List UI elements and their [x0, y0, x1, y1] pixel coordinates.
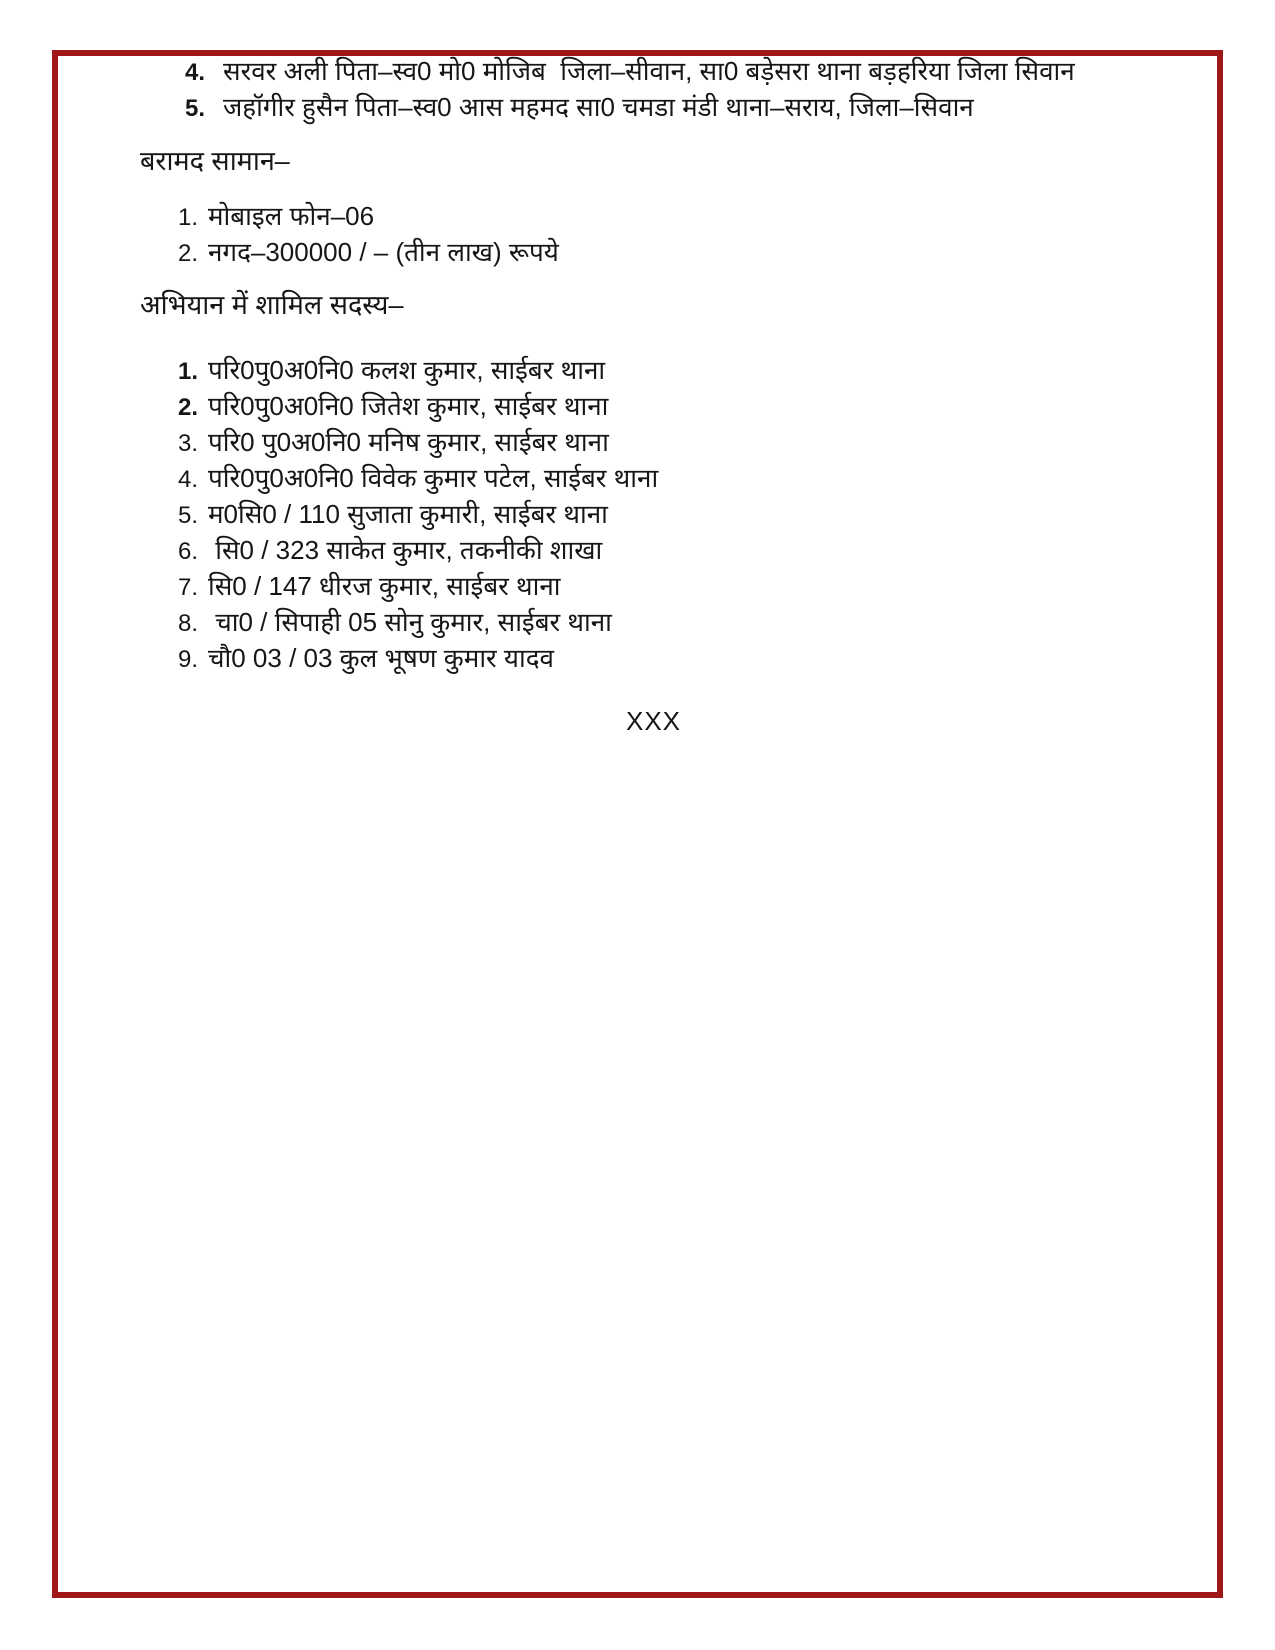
- team-members-heading: अभियान में शामिल सदस्य–: [140, 290, 404, 320]
- list-item: [178, 461, 658, 497]
- recovered-items-list: [178, 199, 559, 271]
- item-text: नगद–300000 / – (तीन लाख) रूपये: [208, 237, 559, 267]
- item-text: म0सि0 / 110 सुजाता कुमारी, साईबर थाना: [208, 499, 608, 529]
- list-item: [178, 605, 658, 641]
- item-text: सरवर अली पिता–स्व0 मो0 मोजिब जिला–सीवान, सा0 बड़ेसरा थाना बड़हरिया जिला सिवान: [223, 56, 1075, 86]
- item-text: मोबाइल फोन–06: [208, 201, 375, 231]
- item-number: 2.: [178, 394, 199, 421]
- team-members-list: [178, 353, 658, 677]
- item-number: 1.: [178, 204, 199, 231]
- list-item: [178, 389, 658, 425]
- item-number: 4.: [185, 59, 206, 86]
- item-number: 4.: [178, 466, 199, 493]
- item-text: परि0 पु0अ0नि0 मनिष कुमार, साईबर थाना: [208, 427, 609, 457]
- end-of-document-mark: XXX: [626, 706, 682, 736]
- item-text: सि0 / 147 धीरज कुमार, साईबर थाना: [208, 571, 561, 601]
- list-item: [178, 497, 658, 533]
- recovered-items-heading: बरामद सामान–: [140, 146, 290, 176]
- item-number: 5.: [185, 95, 206, 122]
- list-item: [178, 199, 559, 235]
- page-border: [52, 50, 1223, 1598]
- item-text: जहॉगीर हुसैन पिता–स्व0 आस महमद सा0 चमडा मंडी थाना–सराय, जिला–सिवान: [223, 92, 974, 122]
- item-text: परि0पु0अ0नि0 कलश कुमार, साईबर थाना: [208, 355, 606, 385]
- item-text: परि0पु0अ0नि0 जितेश कुमार, साईबर थाना: [208, 391, 609, 421]
- item-text: चौ0 03 / 03 कुल भूषण कुमार यादव: [208, 643, 554, 673]
- item-number: 8.: [178, 610, 199, 637]
- item-number: 2.: [178, 240, 199, 267]
- item-number: 7.: [178, 574, 199, 601]
- list-item: [178, 425, 658, 461]
- item-number: 6.: [178, 538, 199, 565]
- item-text: चा0 / सिपाही 05 सोनु कुमार, साईबर थाना: [208, 607, 612, 637]
- item-number: 9.: [178, 646, 199, 673]
- list-item: [185, 90, 1075, 126]
- list-item: [178, 533, 658, 569]
- item-number: 5.: [178, 502, 199, 529]
- item-number: 3.: [178, 430, 199, 457]
- suspects-list: [185, 54, 1075, 126]
- list-item: [178, 353, 658, 389]
- item-text: परि0पु0अ0नि0 विवेक कुमार पटेल, साईबर थाना: [208, 463, 659, 493]
- list-item: [178, 641, 658, 677]
- item-text: सि0 / 323 साकेत कुमार, तकनीकी शाखा: [208, 535, 603, 565]
- list-item: [178, 235, 559, 271]
- list-item: [185, 54, 1075, 90]
- item-number: 1.: [178, 358, 199, 385]
- list-item: [178, 569, 658, 605]
